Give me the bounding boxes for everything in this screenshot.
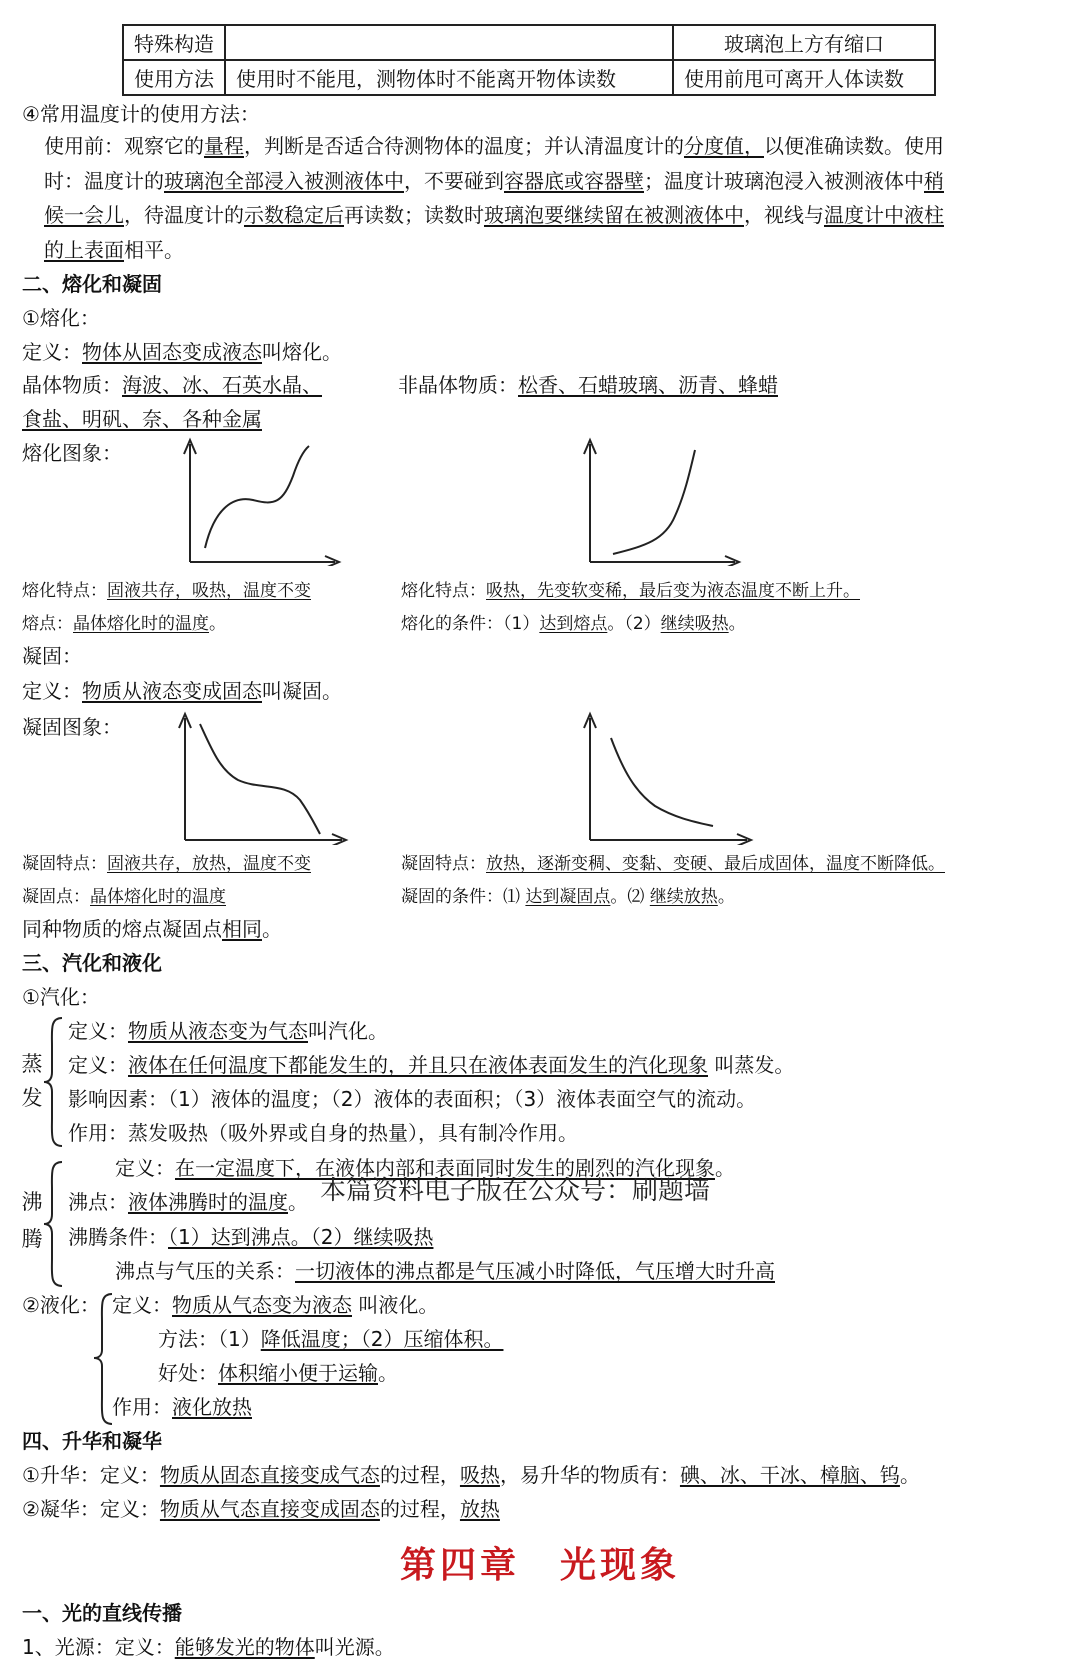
crystal-melting-graph bbox=[175, 436, 345, 566]
boiling-condition: 沸腾条件：（1）达到沸点。（2）继续吸热 bbox=[68, 1225, 434, 1249]
liquefy-def: 定义：物质从气态变为液态 叫液化。 bbox=[112, 1293, 439, 1317]
table-cell: 使用前甩可离开人体读数 bbox=[673, 60, 935, 95]
liquefy-benefit: 好处：体积缩小便于运输。 bbox=[158, 1361, 398, 1385]
section-heading: 一、光的直线传播 bbox=[22, 1601, 182, 1625]
evaporation-label-1: 蒸 bbox=[21, 1052, 43, 1076]
evaporation-def-1: 定义：物质从液态变为气态叫汽化。 bbox=[68, 1019, 388, 1043]
crystal-line: 晶体物质：海波、冰、石英水晶、 bbox=[22, 373, 322, 397]
liquefy-method: 方法：（1）降低温度；（2）压缩体积。 bbox=[158, 1327, 504, 1351]
solidify-feature-crystal: 凝固特点：固液共存，放热，温度不变 bbox=[22, 854, 311, 874]
section-heading: 四、升华和凝华 bbox=[22, 1429, 162, 1453]
evaporation-factors: 影响因素：（1）液体的温度；（2）液体的表面积；（3）液体表面空气的流动。 bbox=[68, 1087, 757, 1111]
definition-line: 定义：物体从固态变成液态叫熔化。 bbox=[22, 340, 342, 364]
boiling-pressure: 沸点与气压的关系：一切液体的沸点都是气压减小时降低，气压增大时升高 bbox=[115, 1259, 775, 1283]
evaporation-brace bbox=[42, 1016, 64, 1148]
liquefy-brace bbox=[92, 1292, 114, 1426]
evaporation-def-2: 定义：液体在任何温度下都能发生的，并且只在液体表面发生的汽化现象 叫蒸发。 bbox=[68, 1053, 795, 1077]
liquefy-effect: 作用：液化放热 bbox=[112, 1395, 252, 1419]
sub-heading: ②液化： bbox=[22, 1293, 100, 1317]
melting-condition: 熔化的条件：（1）达到熔点。（2）继续吸热。 bbox=[401, 614, 746, 634]
sublimation-line: ①升华：定义：物质从固态直接变成气态的过程，吸热，易升华的物质有：碘、冰、干冰、樟脑、钨。 bbox=[22, 1463, 920, 1487]
table-cell bbox=[225, 25, 673, 60]
paragraph-line: 的上表面相平。 bbox=[44, 238, 184, 262]
evaporation-label-2: 发 bbox=[21, 1086, 43, 1110]
sub-heading: 凝固： bbox=[22, 644, 82, 668]
section-heading: ④常用温度计的使用方法： bbox=[22, 102, 260, 126]
solidify-condition: 凝固的条件：⑴ 达到凝固点。⑵ 继续放热。 bbox=[401, 887, 735, 907]
sub-heading: ①熔化： bbox=[22, 306, 100, 330]
paragraph-line: 使用前：观察它的量程，判断是否适合待测物体的温度；并认清温度计的分度值，以便准确读数。使用 bbox=[44, 134, 944, 158]
section-heading: 三、汽化和液化 bbox=[22, 951, 162, 975]
evaporation-effect: 作用：蒸发吸热（吸外界或自身的热量），具有制冷作用。 bbox=[68, 1121, 578, 1145]
paragraph-line: 候一会儿，待温度计的示数稳定后再读数；读数时玻璃泡要继续留在被测液体中，视线与温度计中液柱 bbox=[44, 203, 944, 227]
watermark-text: 本篇资料电子版在公众号：刷题墙 bbox=[320, 1176, 711, 1206]
graph-label: 熔化图象： bbox=[22, 441, 122, 465]
crystal-solidify-graph bbox=[170, 710, 350, 845]
table-cell: 使用时不能甩，测物体时不能离开物体读数 bbox=[225, 60, 673, 95]
table-cell: 特殊构造 bbox=[123, 25, 225, 60]
light-source-line: 1、光源：定义：能够发光的物体叫光源。 bbox=[22, 1635, 395, 1659]
boiling-brace bbox=[42, 1160, 64, 1288]
boiling-label-2: 腾 bbox=[21, 1227, 43, 1251]
table-row bbox=[123, 25, 935, 60]
noncrystal-solidify-graph bbox=[575, 710, 755, 845]
solidify-point: 凝固点：晶体熔化时的温度 bbox=[22, 887, 226, 907]
chapter-title: 第四章 光现象 bbox=[399, 1545, 680, 1586]
melting-point: 熔点：晶体熔化时的温度。 bbox=[22, 614, 226, 634]
boiling-label-1: 沸 bbox=[21, 1190, 43, 1214]
sub-heading: ①汽化： bbox=[22, 985, 100, 1009]
graph-label: 凝固图象： bbox=[22, 715, 122, 739]
definition-line: 定义：物质从液态变成固态叫凝固。 bbox=[22, 679, 342, 703]
deposition-line: ②凝华：定义：物质从气态直接变成固态的过程，放热 bbox=[22, 1497, 500, 1521]
thermometer-table bbox=[122, 24, 936, 96]
crystal-line-2: 食盐、明矾、奈、各种金属 bbox=[22, 407, 262, 431]
noncrystal-melting-graph bbox=[575, 436, 745, 566]
melting-feature-noncrystal: 熔化特点：吸热，先变软变稀，最后变为液态温度不断上升。 bbox=[401, 581, 860, 601]
boiling-def: 定义：在一定温度下，在液体内部和表面同时发生的剧烈的汽化现象。 bbox=[115, 1156, 735, 1180]
noncrystal-line: 非晶体物质：松香、石蜡玻璃、沥青、蜂蜡 bbox=[398, 373, 778, 397]
same-point-line: 同种物质的熔点凝固点相同。 bbox=[22, 917, 282, 941]
table-cell: 玻璃泡上方有缩口 bbox=[673, 25, 935, 60]
table-cell: 使用方法 bbox=[123, 60, 225, 95]
solidify-feature-noncrystal: 凝固特点：放热，逐渐变稠、变黏、变硬、最后成固体，温度不断降低。 bbox=[401, 854, 945, 874]
table-row bbox=[123, 60, 935, 95]
paragraph-line: 时：温度计的玻璃泡全部浸入被测液体中，不要碰到容器底或容器壁；温度计玻璃泡浸入被测液体中稍 bbox=[44, 169, 944, 193]
boiling-point: 沸点：液体沸腾时的温度。 bbox=[68, 1190, 308, 1214]
melting-feature-crystal: 熔化特点：固液共存，吸热，温度不变 bbox=[22, 581, 311, 601]
section-heading: 二、熔化和凝固 bbox=[22, 272, 162, 296]
